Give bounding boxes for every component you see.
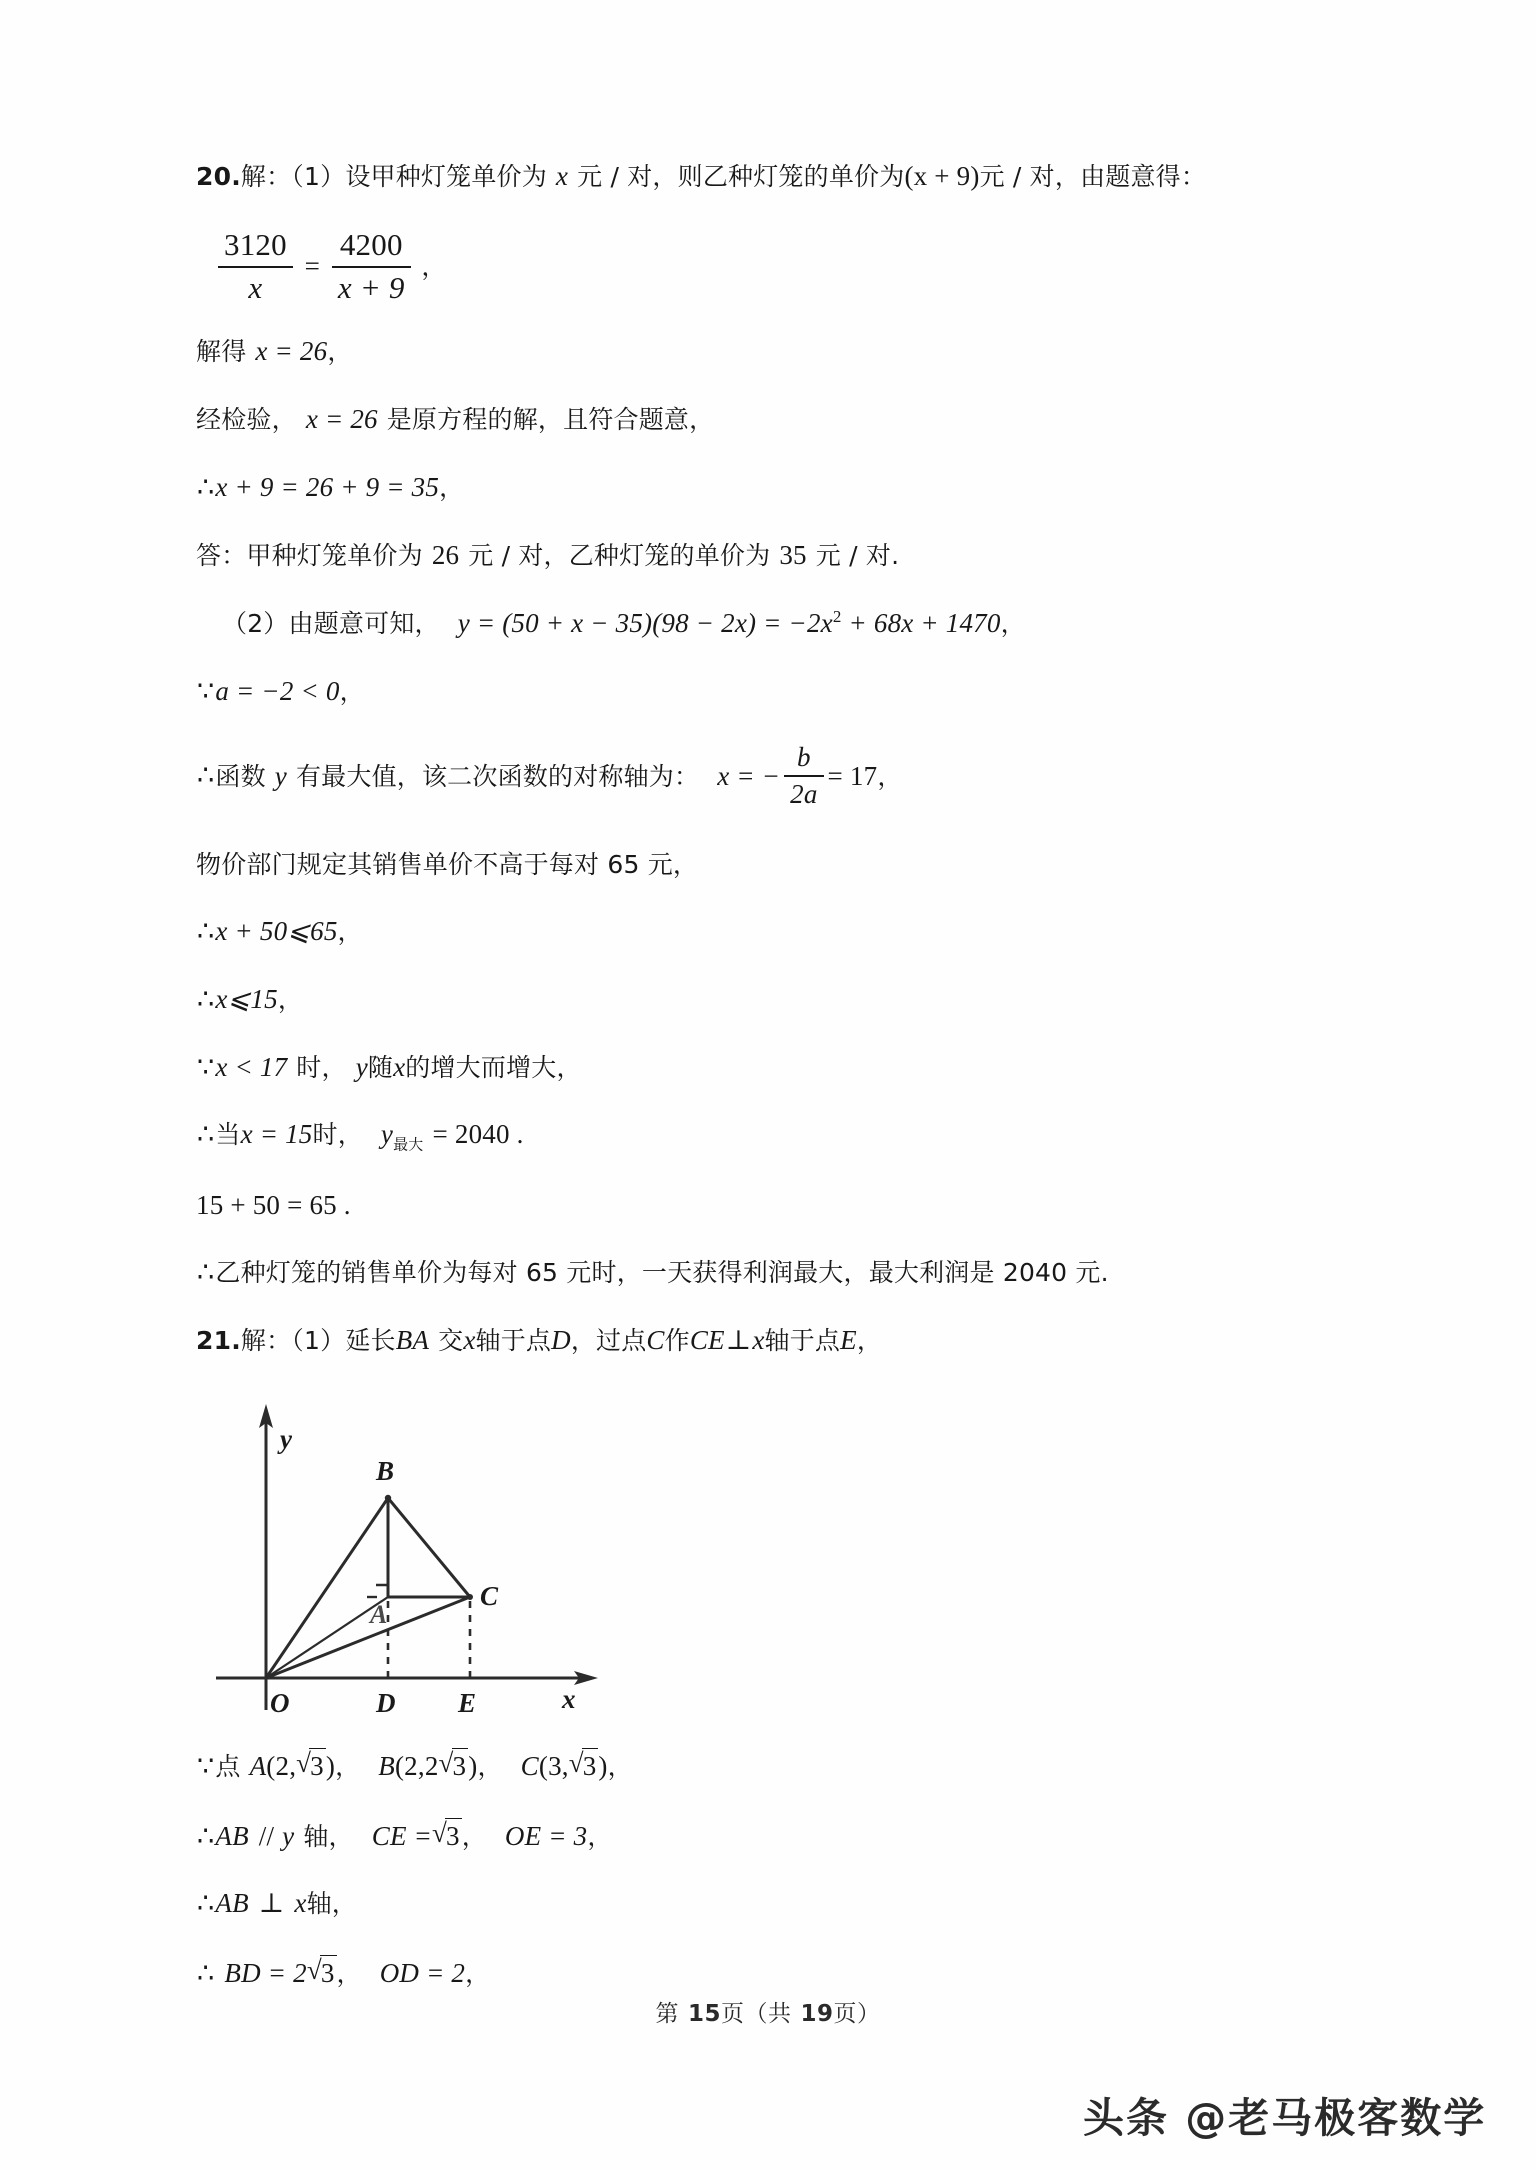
axis-formula-lead: x = − <box>717 760 781 791</box>
problem-21-intro-line <box>196 1324 1356 1358</box>
because-symbol-3: ∵ <box>197 1750 215 1781</box>
perpendicular-symbol-1: ⊥ <box>725 1325 752 1355</box>
bd-label: BD = 2 <box>224 1958 307 1988</box>
therefore-symbol-5: ∴ <box>197 1119 215 1150</box>
footer-prefix: 第 <box>655 2001 679 2027</box>
od-label: OD = 2 <box>379 1958 466 1988</box>
problem-21-solve-label: 解： <box>240 1326 292 1355</box>
problem-21-text-d: ，过点 <box>570 1326 647 1355</box>
answer-a: 甲种灯笼单价为 <box>246 540 423 570</box>
therefore-symbol-8: ∴ <box>197 1888 215 1919</box>
therefore-symbol-9: ∴ <box>197 1958 215 1988</box>
radical-CE <box>432 1818 462 1854</box>
max-line-b: 有最大值，该二次函数的对称轴为： <box>295 761 700 791</box>
problem-20-part2-line <box>196 606 1356 641</box>
parallel-AB: AB <box>215 1820 249 1851</box>
problem-21-points-line: ∵点 A(2, √ 3)， B(2,2 √ 3)， C(3, √ 3)， <box>196 1748 1356 1784</box>
a-negative-tail: ， <box>339 676 365 706</box>
problem-20-solve-line <box>196 335 1356 369</box>
monotonic-c: 的增大而增大， <box>405 1052 582 1082</box>
problem-21-text-c: 轴于点 <box>475 1326 552 1355</box>
problem-20-monotonic-line <box>196 1051 1356 1085</box>
figure-label-C: C <box>480 1580 499 1611</box>
radical-symbol-B: √ <box>438 1747 454 1778</box>
problem-21-part1-label: （1） <box>291 1326 346 1355</box>
problem-20-price-rule-line <box>196 848 1356 881</box>
problem-21-perpendicular-line <box>196 1887 1356 1921</box>
therefore-symbol-3: ∴ <box>197 916 215 947</box>
problem-20-check-line <box>196 403 1356 437</box>
bd-comma: ， <box>336 1959 362 1988</box>
footer-middle: 页（共 <box>721 2001 792 2027</box>
footer-page-number: 15 <box>687 2001 721 2027</box>
problem-20-intro-var: x <box>555 161 569 191</box>
inequality-1-tail: ， <box>337 917 363 947</box>
axis-formula-tail: ， <box>877 761 903 791</box>
figure-label-O: O <box>270 1687 290 1718</box>
figure-label-B: B <box>376 1455 395 1486</box>
answer-c: 元 / 对. <box>815 540 900 570</box>
part2-formula: y = (50 + x − 35)(98 − 2x) = −2x <box>457 608 833 639</box>
when-y-subscript: 最大 <box>393 1135 424 1154</box>
fraction-axis-denominator: 2a <box>790 779 818 810</box>
answer-price-2: 35 <box>779 539 807 570</box>
max-line-a: 函数 <box>215 761 266 791</box>
inequality-2-tail: ， <box>277 984 304 1014</box>
ce-radicand: 3 <box>445 1818 462 1854</box>
answer-b: 元 / 对，乙种灯笼的单价为 <box>468 540 771 570</box>
radical-B <box>439 1748 469 1784</box>
problem-20-when-line <box>196 1118 1356 1154</box>
problem-20-intro-a: 设甲种灯笼单价为 <box>345 162 547 191</box>
perp-x: x <box>294 1888 307 1919</box>
problem-21-text-f: 轴于点 <box>764 1326 841 1355</box>
problem-21-text-a: 延长 <box>345 1326 396 1355</box>
therefore-symbol: ∴ <box>197 471 215 502</box>
fraction-right-denominator: x + 9 <box>337 269 405 305</box>
point-B-x: 2,2 <box>404 1750 439 1781</box>
part2-label: （2） <box>222 609 289 639</box>
problem-20-part1-label: （1） <box>291 162 346 191</box>
segment-CE: CE <box>689 1325 725 1355</box>
page-footer <box>0 1995 1536 2028</box>
equation-relation: = <box>304 250 321 281</box>
part2-intro: 由题意可知， <box>288 609 440 639</box>
because-symbol-1: ∵ <box>197 675 215 706</box>
point-C-y-radicand: 3 <box>582 1748 599 1784</box>
radical-C <box>569 1748 599 1784</box>
point-C-name: C <box>520 1750 539 1781</box>
equation-trailing-comma: ， <box>421 251 447 281</box>
check-math: x = 26 <box>305 404 378 434</box>
point-A-y-radicand: 3 <box>309 1748 326 1784</box>
problem-20-intro-c: 元 / 对，由题意得： <box>979 162 1207 191</box>
problem-20-therefore-line <box>196 471 1356 505</box>
answer-label: 答： <box>196 540 247 570</box>
ce-label: CE = <box>371 1820 433 1851</box>
segment-BA: BA <box>395 1325 430 1355</box>
point-B-name: B <box>378 1750 395 1781</box>
problem-20-inequality-1 <box>196 915 1356 949</box>
monotonic-a: 时， <box>296 1052 347 1082</box>
footer-suffix: 页） <box>833 2001 881 2027</box>
points-label: 点 <box>215 1751 241 1781</box>
figure-label-x: x <box>562 1683 576 1714</box>
therefore-math: x + 9 = 26 + 9 = 35 <box>215 471 440 502</box>
radical-symbol-BD: √ <box>306 1955 322 1985</box>
check-tail: 是原方程的解，且符合题意， <box>386 405 715 434</box>
problem-20-inequality-2 <box>196 983 1356 1017</box>
therefore-symbol-2: ∴ <box>197 760 215 791</box>
point-A-x: 2, <box>275 1750 297 1781</box>
therefore-tail: ， <box>439 472 465 502</box>
fraction-left <box>218 226 293 308</box>
parallel-axis-label: 轴， <box>303 1821 354 1851</box>
part2-formula-tail: + 68x + 1470 <box>841 608 1001 639</box>
problem-21-bd-od-line <box>196 1955 1356 1991</box>
footer-total-pages: 19 <box>800 2001 834 2027</box>
inequality-1-math: x + 50⩽65 <box>215 916 338 947</box>
parallel-symbol: // <box>258 1820 282 1851</box>
problem-21-text-b: 交 <box>438 1326 464 1355</box>
perpendicular-symbol-2: ⊥ <box>258 1888 285 1919</box>
fraction-right-numerator: 4200 <box>339 226 403 262</box>
segment-BC <box>388 1498 470 1597</box>
vertex-dot-C <box>467 1594 473 1600</box>
od-comma: ， <box>465 1959 491 1988</box>
problem-20-answer-line <box>196 539 1356 573</box>
radical-symbol-C: √ <box>568 1747 584 1778</box>
point-E: E <box>840 1325 857 1355</box>
problem-20-max-value-line <box>196 743 1356 815</box>
problem-20-intro-b: 元 / 对，则乙种灯笼的单价为 <box>577 162 905 191</box>
figure-label-E: E <box>458 1687 477 1718</box>
figure-label-D: D <box>376 1687 396 1718</box>
fraction-left-numerator: 3120 <box>224 226 287 262</box>
radical-symbol-A: √ <box>296 1747 312 1778</box>
figure-svg <box>204 1392 624 1722</box>
bd-radicand: 3 <box>320 1955 337 1991</box>
oe-comma: ， <box>587 1821 613 1851</box>
price-rule-text: 物价部门规定其销售单价不高于每对 65 元， <box>196 850 699 880</box>
problem-20-sum-line <box>196 1189 1356 1223</box>
coordinate-geometry-figure <box>204 1392 624 1722</box>
inequality-2-math: x⩽15 <box>215 983 278 1014</box>
problem-21-number: 21. <box>196 1326 241 1355</box>
problem-21-text-g: ， <box>856 1326 883 1355</box>
ce-comma: ， <box>461 1821 487 1851</box>
point-D: D <box>551 1325 571 1355</box>
solve-math: x = 26 <box>255 336 328 367</box>
point-B-y-radicand: 3 <box>452 1748 469 1784</box>
therefore-symbol-6: ∴ <box>197 1257 215 1288</box>
vertex-dot-B <box>385 1495 391 1501</box>
point-C-x: 3, <box>548 1750 569 1781</box>
because-symbol-2: ∵ <box>197 1051 215 1082</box>
axis-formula-result: = 17 <box>827 760 878 791</box>
fraction-left-denominator: x <box>248 269 263 305</box>
problem-20-intro-expr: (x + 9) <box>904 161 980 191</box>
problem-20-intro-line <box>196 160 1356 194</box>
therefore-symbol-7: ∴ <box>197 1820 215 1851</box>
part2-formula-comma: ， <box>1000 609 1026 639</box>
problem-21-var-x: x <box>463 1325 476 1355</box>
problem-20-conclusion-line <box>196 1256 1356 1290</box>
answer-price-1: 26 <box>431 539 460 570</box>
solve-label: 解得 <box>196 337 247 367</box>
watermark: 头条 @老马极客数学 <box>1083 2094 1487 2142</box>
part2-formula-exponent: 2 <box>832 607 842 627</box>
problem-20-number: 20. <box>196 162 241 191</box>
max-line-var: y <box>274 760 287 791</box>
radical-symbol-CE: √ <box>432 1817 448 1848</box>
when-y-symbol: y <box>380 1119 394 1150</box>
radical-BD <box>307 1955 337 1991</box>
problem-20-equation <box>196 228 1356 310</box>
page-content <box>196 160 1356 2025</box>
solve-tail: ， <box>327 337 353 367</box>
a-negative-math: a = −2 < 0 <box>215 675 340 706</box>
problem-21-var-x2: x <box>752 1325 765 1355</box>
parallel-y: y <box>282 1820 295 1851</box>
when-math: x = 15 <box>240 1119 313 1150</box>
conclusion-text: 乙种灯笼的销售单价为每对 65 元时，一天获得利润最大，最大利润是 2040 元. <box>215 1258 1109 1288</box>
problem-20-a-negative-line <box>196 675 1356 709</box>
monotonic-b: 随 <box>367 1052 394 1082</box>
perp-axis-label: 轴， <box>306 1889 357 1919</box>
when-b: 时， <box>312 1120 363 1150</box>
when-y-value: = 2040 . <box>432 1119 524 1150</box>
perp-AB: AB <box>215 1888 249 1919</box>
monotonic-var-y: y <box>355 1051 368 1082</box>
oe-label: OE = 3 <box>504 1820 588 1851</box>
monotonic-var-x: x <box>393 1051 406 1082</box>
segment-OB <box>266 1498 388 1678</box>
when-a: 当 <box>215 1120 241 1150</box>
fraction-axis-numerator: b <box>796 741 811 772</box>
fraction-axis <box>784 741 823 813</box>
sum-line-math: 15 + 50 = 65 . <box>196 1189 351 1220</box>
therefore-symbol-4: ∴ <box>197 983 215 1014</box>
figure-label-y: y <box>280 1423 292 1454</box>
problem-21-text-e: 作 <box>664 1326 690 1355</box>
point-C: C <box>646 1325 665 1355</box>
point-A-name: A <box>249 1750 267 1781</box>
radical-A <box>296 1748 326 1784</box>
check-label: 经检验， <box>196 405 297 434</box>
right-angle-marker-A <box>376 1585 388 1597</box>
problem-20-solve-label: 解： <box>240 162 292 191</box>
problem-21-parallel-line <box>196 1818 1356 1854</box>
figure-label-A: A <box>370 1599 388 1629</box>
monotonic-math: x < 17 <box>215 1051 288 1082</box>
fraction-right <box>332 226 411 308</box>
